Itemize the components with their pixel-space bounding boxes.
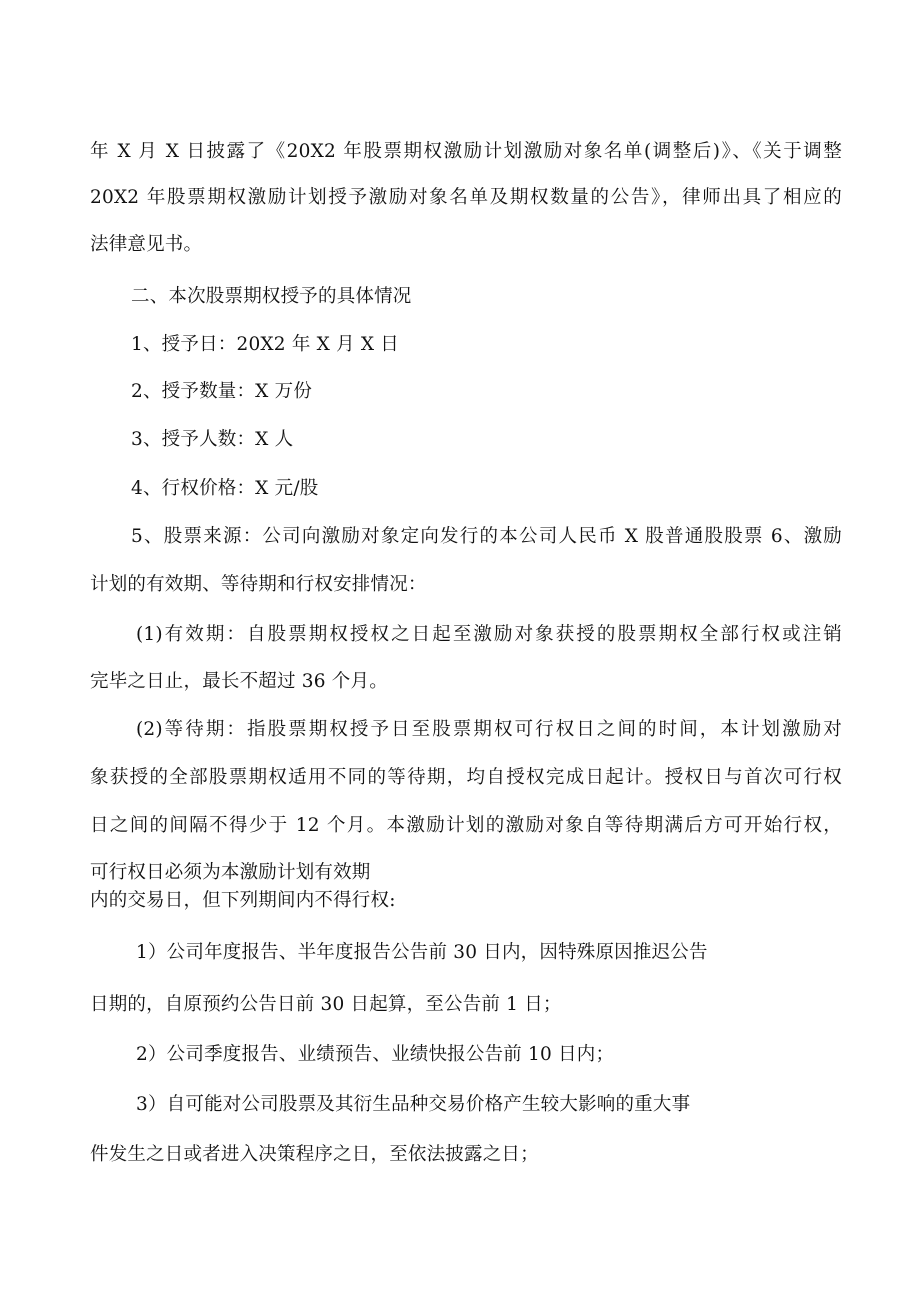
paragraph-line: 象获授的全部股票期权适用不同的等待期，均自授权完成日起计。授权日与首次可行权 — [90, 767, 842, 788]
list-item: 2、授予数量：X 万份 — [131, 381, 313, 402]
paragraph-line: 年 X 月 X 日披露了《20X2 年股票期权激励计划激励对象名单(调整后)》、《关于调整 — [90, 141, 842, 162]
paragraph-line: 内的交易日，但下列期间内不得行权: — [90, 890, 396, 911]
list-item: 3、授予人数：X 人 — [131, 429, 294, 450]
paragraph-line: 完毕之日止，最长不超过 36 个月。 — [90, 671, 388, 692]
section-heading: 二、本次股票期权授予的具体情况 — [131, 286, 412, 307]
list-item: 1、授予日：20X2 年 X 月 X 日 — [131, 334, 399, 355]
paragraph-line: 5、股票来源：公司向激励对象定向发行的本公司人民币 X 股普通股股票 6、激励 — [131, 526, 842, 547]
paragraph-line: 件发生之日或者进入决策程序之日，至依法披露之日； — [90, 1144, 539, 1165]
paragraph-line: 日之间的间隔不得少于 12 个月。本激励计划的激励对象自等待期满后方可开始行权， — [90, 815, 842, 836]
paragraph-line: 法律意见书。 — [90, 234, 203, 255]
paragraph-line: 20X2 年股票期权激励计划授予激励对象名单及期权数量的公告》，律师出具了相应的 — [90, 187, 842, 208]
paragraph-line: 可行权日必须为本激励计划有效期 — [90, 862, 371, 883]
list-item: 4、行权价格：X 元/股 — [131, 478, 319, 499]
paragraph-line: 计划的有效期、等待期和行权安排情况： — [90, 574, 427, 595]
list-item: 3）自可能对公司股票及其衍生品种交易价格产生较大影响的重大事 — [136, 1094, 691, 1115]
list-item: 2）公司季度报告、业绩预告、业绩快报公告前 10 日内； — [136, 1044, 615, 1065]
paragraph-line: (1)有效期：自股票期权授权之日起至激励对象获授的股票期权全部行权或注销 — [136, 624, 842, 645]
paragraph-line: (2)等待期：指股票期权授予日至股票期权可行权日之间的时间，本计划激励对 — [136, 719, 842, 740]
paragraph-line: 日期的，自原预约公告日前 30 日起算，至公告前 1 日； — [90, 994, 562, 1015]
list-item: 1）公司年度报告、半年度报告公告前 30 日内，因特殊原因推迟公告 — [136, 942, 708, 963]
